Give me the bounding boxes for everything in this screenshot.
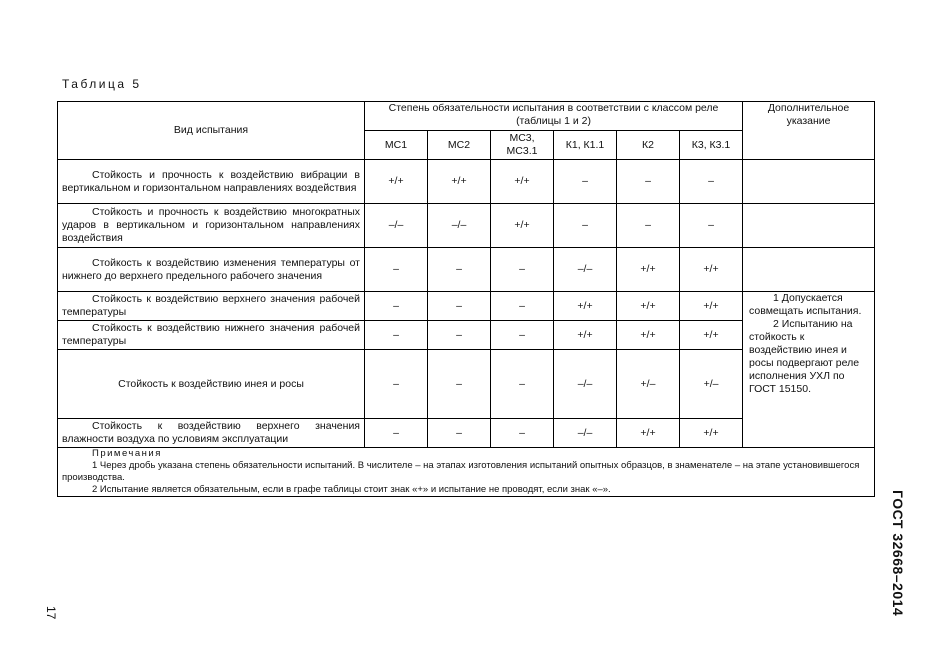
test-table xyxy=(57,101,875,497)
value-cell: –/– xyxy=(554,248,617,292)
note-2: 2 Испытание является обязательным, если в графе таблицы стоит знак «+» и испытание не проводят, если знак «–». xyxy=(92,484,611,495)
header-test-type: Вид испытания xyxy=(58,102,365,160)
value-cell: –/– xyxy=(554,419,617,448)
value-cell: – xyxy=(680,160,743,204)
test-name: Стойкость к воздействию изменения температуры от нижнего до верхнего предельного рабочего значения xyxy=(58,248,365,292)
value-cell: – xyxy=(428,292,491,321)
value-cell: +/+ xyxy=(617,248,680,292)
additional-note-1: 1 Допускается совмещать испытания. xyxy=(749,292,862,317)
value-cell: +/+ xyxy=(491,204,554,248)
table-caption: Таблица 5 xyxy=(62,77,142,91)
additional-empty xyxy=(743,248,875,292)
test-name: Стойкость к воздействию инея и росы xyxy=(58,350,365,419)
additional-empty xyxy=(743,160,875,204)
table-row xyxy=(58,160,875,204)
value-cell: +/+ xyxy=(491,160,554,204)
value-cell: – xyxy=(680,204,743,248)
test-name: Стойкость и прочность к воздействию многократных ударов в вертикальном и горизонтальном направлениях воздействия xyxy=(58,204,365,248)
value-cell: +/+ xyxy=(554,292,617,321)
header-class-k1: К1, К1.1 xyxy=(554,131,617,160)
value-cell: –/– xyxy=(428,204,491,248)
value-cell: –/– xyxy=(365,204,428,248)
header-row-1 xyxy=(58,102,875,131)
value-cell: +/+ xyxy=(617,321,680,350)
document-standard-title: ГОСТ 32668–2014 xyxy=(890,490,906,617)
value-cell: – xyxy=(428,321,491,350)
note-1: 1 Через дробь указана степень обязательности испытаний. В числителе – на этапах изготовления испытаний опытных образцов, в знаменателе – на этапе установившегося производства. xyxy=(62,460,860,483)
value-cell: – xyxy=(554,204,617,248)
value-cell: +/+ xyxy=(617,292,680,321)
table-row xyxy=(58,292,875,321)
value-cell: +/+ xyxy=(554,321,617,350)
value-cell: – xyxy=(365,292,428,321)
value-cell: +/+ xyxy=(365,160,428,204)
test-name: Стойкость и прочность к воздействию вибрации в вертикальном и горизонтальном направлениях воздействия xyxy=(58,160,365,204)
value-cell: – xyxy=(491,350,554,419)
value-cell: – xyxy=(491,321,554,350)
value-cell: +/– xyxy=(680,350,743,419)
value-cell: – xyxy=(428,248,491,292)
header-class-mc3: МС3, МС3.1 xyxy=(491,131,554,160)
test-name: Стойкость к воздействию нижнего значения рабочей температуры xyxy=(58,321,365,350)
header-class-mc2: МС2 xyxy=(428,131,491,160)
test-name: Стойкость к воздействию верхнего значения влажности воздуха по условиям эксплуатации xyxy=(58,419,365,448)
value-cell: +/+ xyxy=(680,321,743,350)
header-class-k3: К3, К3.1 xyxy=(680,131,743,160)
table-row xyxy=(58,248,875,292)
value-cell: – xyxy=(617,204,680,248)
header-additional: Дополнительное указание xyxy=(743,102,875,160)
notes xyxy=(58,448,875,497)
additional-note-2: 2 Испытанию на стойкость к воздействию инея и росы подвергают реле исполнения УХЛ по ГОСТ 15150. xyxy=(749,318,860,395)
value-cell: – xyxy=(365,248,428,292)
value-cell: +/+ xyxy=(617,419,680,448)
value-cell: –/– xyxy=(554,350,617,419)
value-cell: +/– xyxy=(617,350,680,419)
value-cell: – xyxy=(365,321,428,350)
value-cell: – xyxy=(491,248,554,292)
value-cell: – xyxy=(491,419,554,448)
value-cell: – xyxy=(554,160,617,204)
page-number: 17 xyxy=(44,606,58,620)
additional-note xyxy=(743,292,875,448)
additional-empty xyxy=(743,204,875,248)
value-cell: – xyxy=(365,419,428,448)
value-cell: – xyxy=(491,292,554,321)
value-cell: +/+ xyxy=(428,160,491,204)
value-cell: – xyxy=(365,350,428,419)
value-cell: – xyxy=(428,419,491,448)
header-class-k2: К2 xyxy=(617,131,680,160)
test-name: Стойкость к воздействию верхнего значения рабочей температуры xyxy=(58,292,365,321)
value-cell: – xyxy=(428,350,491,419)
value-cell: +/+ xyxy=(680,248,743,292)
notes-row xyxy=(58,448,875,497)
value-cell: – xyxy=(617,160,680,204)
notes-title: Примечания xyxy=(92,448,162,459)
header-degree: Степень обязательности испытания в соответствии с классом реле (таблицы 1 и 2) xyxy=(365,102,743,131)
table-row xyxy=(58,204,875,248)
value-cell: +/+ xyxy=(680,419,743,448)
header-class-mc1: МС1 xyxy=(365,131,428,160)
value-cell: +/+ xyxy=(680,292,743,321)
